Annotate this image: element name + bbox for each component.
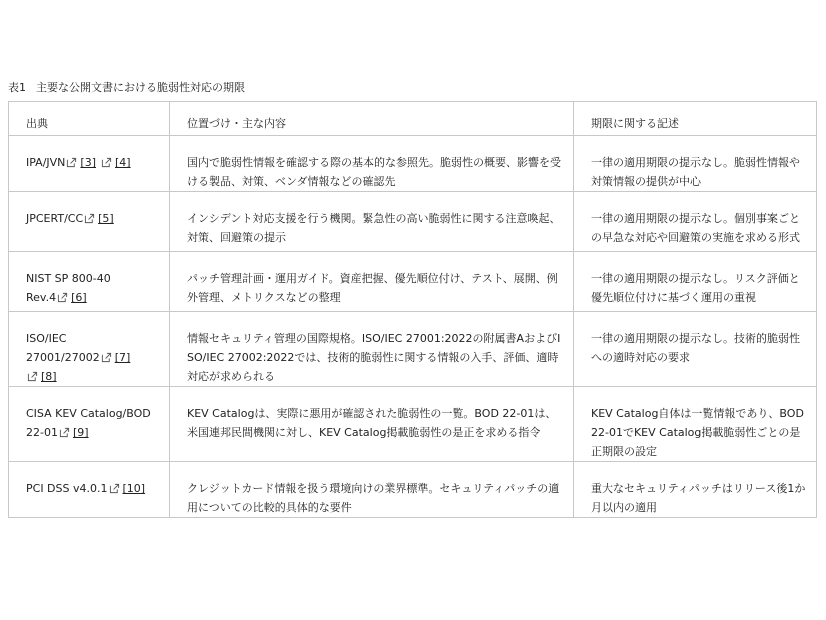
content-cell: 情報セキュリティ管理の国際規格。ISO/IEC 27001:2022の附属書AおよびISO/IEC 27002:2022では、技術的脆弱性に関する情報の入手、評価、適時対応が求められる (170, 312, 574, 387)
source-cell (9, 136, 170, 192)
source-name-line2: Rev.4 (26, 291, 57, 304)
content-cell: クレジットカード情報を扱う環境向けの業界標準。セキュリティパッチの適用についての比較的具体的な要件 (170, 462, 574, 518)
source-name: PCI DSS v4.0.1 (26, 482, 108, 495)
deadline-cell: 一律の適用期限の提示なし。リスク評価と優先順位付けに基づく運用の重視 (574, 252, 817, 312)
source-cell (9, 192, 170, 252)
source-name-line2: 27001/27002 (26, 351, 100, 364)
source-name-line2: 22-01 (26, 426, 58, 439)
table-row (9, 136, 817, 192)
reference-link[interactable]: [4] (115, 156, 131, 169)
external-link-icon (101, 157, 112, 168)
content-cell: インシデント対応支援を行う機関。緊急性の高い脆弱性に関する注意喚起、対策、回避策の提示 (170, 192, 574, 252)
table-row (9, 192, 817, 252)
reference-link[interactable]: [7] (114, 351, 131, 364)
source-name: IPA/JVN (26, 156, 66, 169)
deadline-table (8, 101, 817, 518)
table-header-row (9, 102, 817, 136)
reference-link[interactable]: [5] (98, 212, 114, 225)
table-title: 主要な公開文書における脆弱性対応の期限 (36, 81, 245, 94)
external-link-icon (27, 371, 38, 382)
deadline-cell: KEV Catalog自体は一覧情報であり、BOD 22-01でKEV Catalog掲載脆弱性ごとの是正期限の設定 (574, 387, 817, 462)
reference-link[interactable]: [10] (122, 482, 146, 495)
header-content: 位置づけ・主な内容 (170, 102, 574, 136)
source-cell (9, 312, 170, 387)
external-link-icon (84, 213, 95, 224)
deadline-cell: 一律の適用期限の提示なし。個別事案ごとの早急な対応や回避策の実施を求める形式 (574, 192, 817, 252)
source-name: ISO/IEC (26, 332, 67, 345)
table-row (9, 252, 817, 312)
source-cell (9, 252, 170, 312)
deadline-cell: 一律の適用期限の提示なし。脆弱性情報や対策情報の提供が中心 (574, 136, 817, 192)
table-number: 表1 (8, 81, 26, 94)
external-link-icon (57, 292, 68, 303)
deadline-cell: 一律の適用期限の提示なし。技術的脆弱性への適時対応の要求 (574, 312, 817, 387)
external-link-icon (101, 352, 112, 363)
header-deadline: 期限に関する記述 (574, 102, 817, 136)
source-name: JPCERT/CC (26, 212, 84, 225)
table-row (9, 387, 817, 462)
external-link-icon (59, 427, 70, 438)
content-cell: パッチ管理計画・運用ガイド。資産把握、優先順位付け、テスト、展開、例外管理、メトリクスなどの整理 (170, 252, 574, 312)
source-cell (9, 462, 170, 518)
external-link-icon (66, 157, 77, 168)
content-cell: KEV Catalogは、実際に悪用が確認された脆弱性の一覧。BOD 22-01は、米国連邦民間機関に対し、KEV Catalog掲載脆弱性の是正を求める指令 (170, 387, 574, 462)
source-name: NIST SP 800-40 (26, 272, 111, 285)
table-row (9, 312, 817, 387)
deadline-cell: 重大なセキュリティパッチはリリース後1か月以内の適用 (574, 462, 817, 518)
external-link-icon (109, 483, 120, 494)
table-caption (8, 80, 245, 96)
reference-link[interactable]: [3] (80, 156, 96, 169)
source-cell (9, 387, 170, 462)
reference-link[interactable]: [6] (71, 291, 87, 304)
source-name: CISA KEV Catalog/BOD (26, 407, 151, 420)
content-cell: 国内で脆弱性情報を確認する際の基本的な参照先。脆弱性の概要、影響を受ける製品、対策、ベンダ情報などの確認先 (170, 136, 574, 192)
reference-link[interactable]: [8] (41, 370, 57, 383)
reference-link[interactable]: [9] (72, 426, 89, 439)
table-row (9, 462, 817, 518)
header-source: 出典 (9, 102, 170, 136)
